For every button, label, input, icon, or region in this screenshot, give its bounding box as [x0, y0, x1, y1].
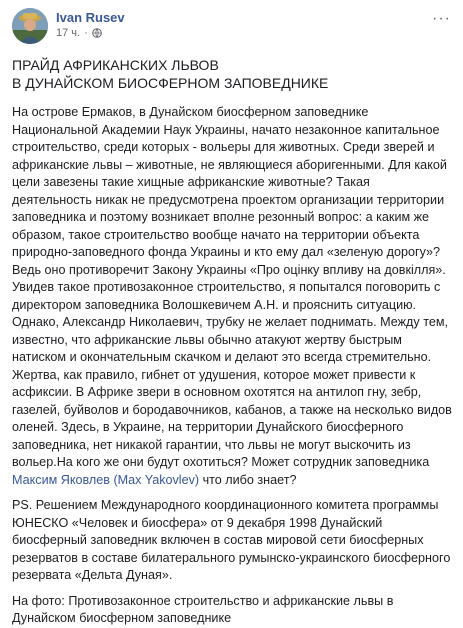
post-title — [12, 56, 453, 92]
post-subline — [56, 26, 125, 40]
paragraph-1-tail: что либо знает? — [199, 472, 297, 487]
post-meta — [56, 10, 125, 40]
more-options-icon[interactable]: ··· — [432, 10, 451, 27]
globe-icon — [92, 28, 102, 38]
post-header — [12, 8, 453, 48]
paragraph-1-text: На острове Ермаков, в Дунайском биосферном заповеднике Национальной Академии Наук Украины, начато незаконное капитальное строительство, среди которых - вольеры для животных. Среди зверей и африканские львы – животные, не являющиеся аборигенными. Для какой цели завезены такие хищные африканские животные? Такая деятельность никак не предусмотрена проектом организации территории заповедника и поэтому возникает вполне резонный вопрос: а каким же образом, такое строительство вообще начато на территории объекта природно-заповедного фонда Украины и кто ему дал «зеленую дорогу»? Ведь оно противоречит Закону Украины «Про оцінку впливу на довкілля». Увидев такое противозаконное строительство, я попытался поговорить с директором заповедника Волошкевичем А.Н. и прояснить ситуацию. Однако, Александр Николаевич, трубку не желает поднимать. Между тем, известно, что африканские львы обычно атакуют жертву быстрым натиском и окончательным скачком и делают это всегда стремительно. Жертва, как правило, гибнет от удушения, которое может привести к асфиксии. В Африке звери в основном охотятся на антилоп гну, зебр, газелей, буйволов и бородавочников, кабанов, а также на несколько видов оленей. Здесь, в Украине, на территории Дунайского биосферного заповедника, нет никакой гарантии, что львы не могут выскочить из вольер.На кого же они будут охотиться? Может сотрудник заповедника — [12, 105, 452, 469]
post-paragraph-1 — [12, 104, 453, 489]
mention-link[interactable]: Максим Яковлев (Max Yakovlev) — [12, 472, 200, 487]
author-name[interactable]: Ivan Rusev — [56, 10, 125, 25]
post-paragraph-2: PS. Решением Международного координационного комитета программы ЮНЕСКО «Человек и биосфера» от 9 декабря 1998 Дунайский биосферный заповедник включен в состав мировой сети биосферных резерватов в составе билатерального румынско-украинского биосферного резервата «Дельта Дуная». — [12, 498, 451, 582]
post-body — [12, 104, 453, 628]
post-paragraph-3: На фото: Противозаконное строительство и африканские львы в Дунайском биосферном заповеднике — [12, 593, 394, 625]
author-avatar[interactable] — [12, 8, 48, 44]
meta-separator: · — [84, 27, 88, 39]
post-timestamp[interactable]: 17 ч. — [56, 27, 81, 39]
post-title-line-1: ПРАЙД АФРИКАНСКИХ ЛЬВОВ — [12, 57, 219, 73]
post-title-line-2: В ДУНАЙСКОМ БИОСФЕРНОМ ЗАПОВЕДНИКЕ — [12, 75, 329, 91]
